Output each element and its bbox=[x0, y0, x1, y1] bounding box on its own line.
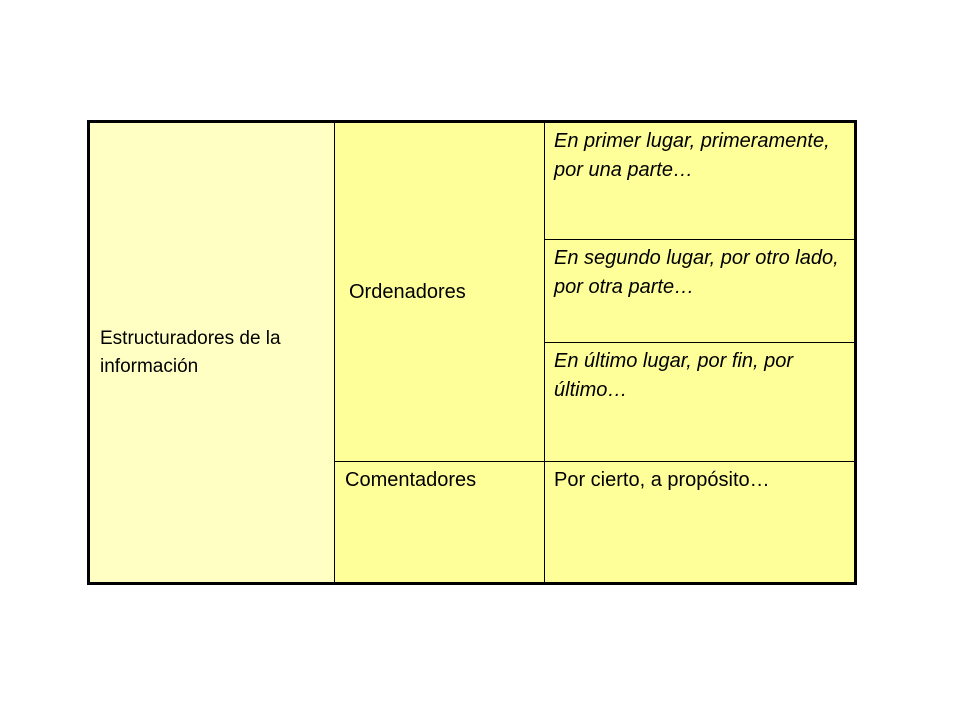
subcategory-comentadores: Comentadores bbox=[335, 462, 545, 584]
table-row bbox=[89, 122, 856, 240]
connectors-table bbox=[87, 120, 857, 585]
subcategory-ordenadores: Ordenadores bbox=[335, 122, 545, 462]
example-cell: En primer lugar, primeramente, por una parte… bbox=[545, 122, 856, 240]
example-cell: En segundo lugar, por otro lado, por otra parte… bbox=[545, 240, 856, 343]
category-cell: Estructuradores de la información bbox=[89, 122, 335, 584]
example-cell: En último lugar, por fin, por último… bbox=[545, 343, 856, 462]
example-cell: Por cierto, a propósito… bbox=[545, 462, 856, 584]
